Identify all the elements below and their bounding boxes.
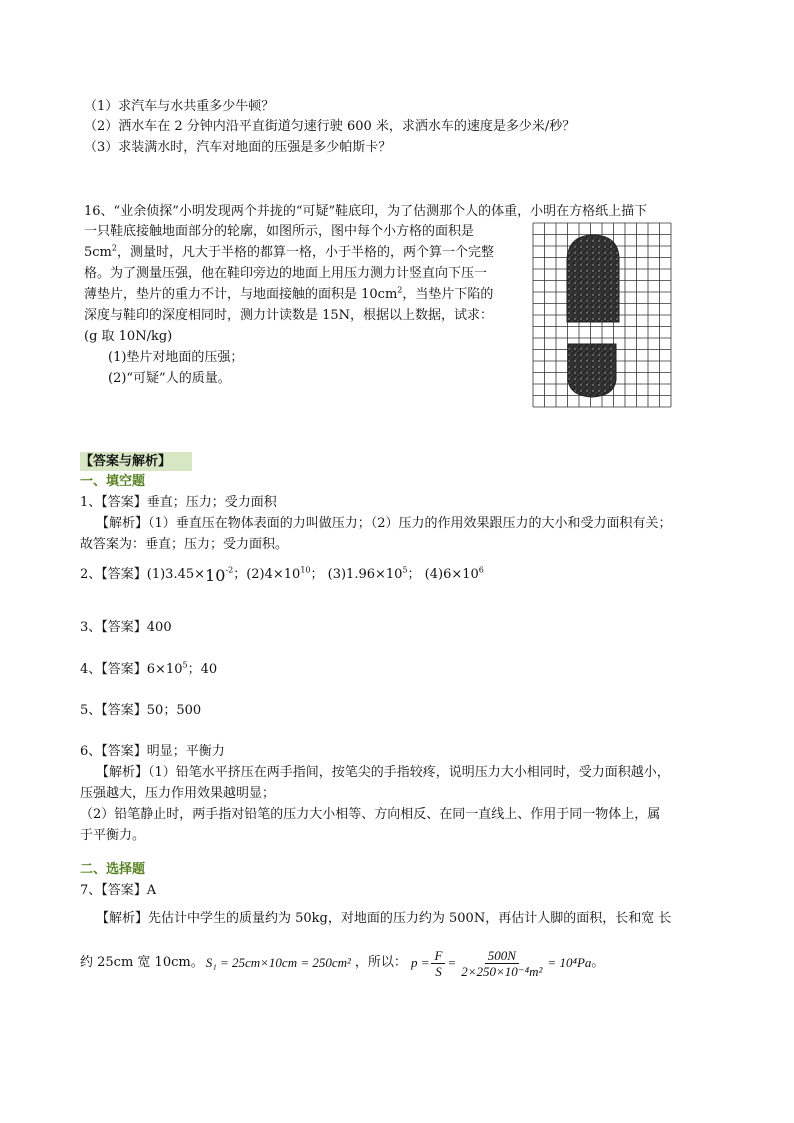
q15-sub2: （2）洒水车在 2 分钟内沿平直街道匀速行驶 600 米，求洒水车的速度是多少米/秒？: [84, 119, 576, 134]
answer-5: 5、【答案】50；500: [80, 703, 202, 718]
answer-6-explanation-line4: 于平衡力。: [80, 828, 146, 843]
answer-1-explanation-line1: 【解析】（1）垂直压在物体表面的力叫做压力；（2）压力的作用效果跟压力的大小和受力面积有关；: [96, 516, 672, 531]
answer-4: 4、【答案】$6\times 10^5$；40: [80, 660, 218, 677]
q16-line1: 16、“业余侦探”小明发现两个并拢的“可疑”鞋底印，为了估测那个人的体重，小明在方格纸上描下: [84, 204, 648, 219]
q16-line4: 格。为了测量压强，他在鞋印旁边的地面上用压力测力计竖直向下压一: [84, 266, 488, 281]
answer-section-header: 【答案与解析】: [80, 452, 192, 471]
shoe-print-grid-figure: [532, 222, 672, 412]
answer-6-explanation-line2: 压强越大，压力作用效果越明显；: [80, 786, 276, 801]
q16-sub2: (2)“可疑”人的质量。: [108, 371, 231, 386]
q16-sub1: (1)垫片对地面的压强；: [108, 350, 244, 365]
answer-2: 2、【答案】$(1)3.45\times 10^{-2}$；$(2)4\times 10^{10}$； $(3)1.96\times 10^5$； $(4)6\times 10^6$: [80, 565, 484, 585]
q16-line7: (g 取 10N/kg): [84, 329, 173, 344]
q15-sub1: （1）求汽车与水共重多少牛顿？: [84, 99, 275, 114]
q16-line3: $5cm^2$，测量时，凡大于半格的都算一格，小于半格的，两个算一个完整: [84, 243, 494, 260]
answer-1: 1、【答案】垂直；压力；受力面积: [80, 495, 277, 510]
section-fill-blank-title: 一、填空题: [80, 474, 146, 489]
answer-6-explanation-line3: （2）铅笔静止时，两手指对铅笔的压力大小相等、方向相反、在同一直线上、作用于同一物体上，属: [80, 807, 661, 822]
answer-7-explanation-line1: 【解析】先估计中学生的质量约为 50kg，对地面的压力约为 500N，再估计人脚的面积，长和宽 长: [96, 911, 672, 926]
area-equation: S₁ = 25cm×10cm = 250cm²: [205, 955, 351, 970]
q16-line6: 深度与鞋印的深度相同时，测力计读数是 15N，根据以上数据，试求：: [84, 308, 494, 323]
answer-7: 7、【答案】A: [80, 883, 157, 898]
q16-line5: 薄垫片，垫片的重力不计，与地面接触的面积是 $10cm^2$，当垫片下陷的: [84, 285, 494, 302]
q15-sub3: （3）求装满水时，汽车对地面的压强是多少帕斯卡？: [84, 140, 392, 155]
answer-6: 6、【答案】明显；平衡力: [80, 744, 225, 759]
answer-3: 3、【答案】400: [80, 620, 172, 635]
answer-1-explanation-line2: 故答案为：垂直；压力；受力面积。: [80, 537, 289, 552]
q16-line2: 一只鞋底接触地面部分的轮廓，如图所示，图中每个小方格的面积是: [84, 224, 475, 239]
answer-7-explanation-line2: 约 25cm 宽 10cm。 S₁ = 25cm×10cm = 250cm² ，所以： p = $\frac{F}{S}$ = $\frac{500N}{\text{2×250×10⁻⁴m²}}$ = 10⁴Pa 。: [80, 947, 605, 979]
answer-6-explanation-line1: 【解析】（1）铅笔水平挤压在两手指间，按笔尖的手指较疼，说明压力大小相同时，受力面积越小，: [96, 765, 670, 780]
shoe-print-front: [567, 235, 619, 322]
section-multiple-choice-title: 二、选择题: [80, 862, 146, 877]
shoe-print-heel: [568, 344, 616, 397]
fraction-pressure-calc: $\frac{500N}{\text{2×250×10⁻⁴m²}}$: [461, 947, 543, 979]
fraction-f-over-s: $\frac{F}{S}$: [431, 948, 445, 979]
